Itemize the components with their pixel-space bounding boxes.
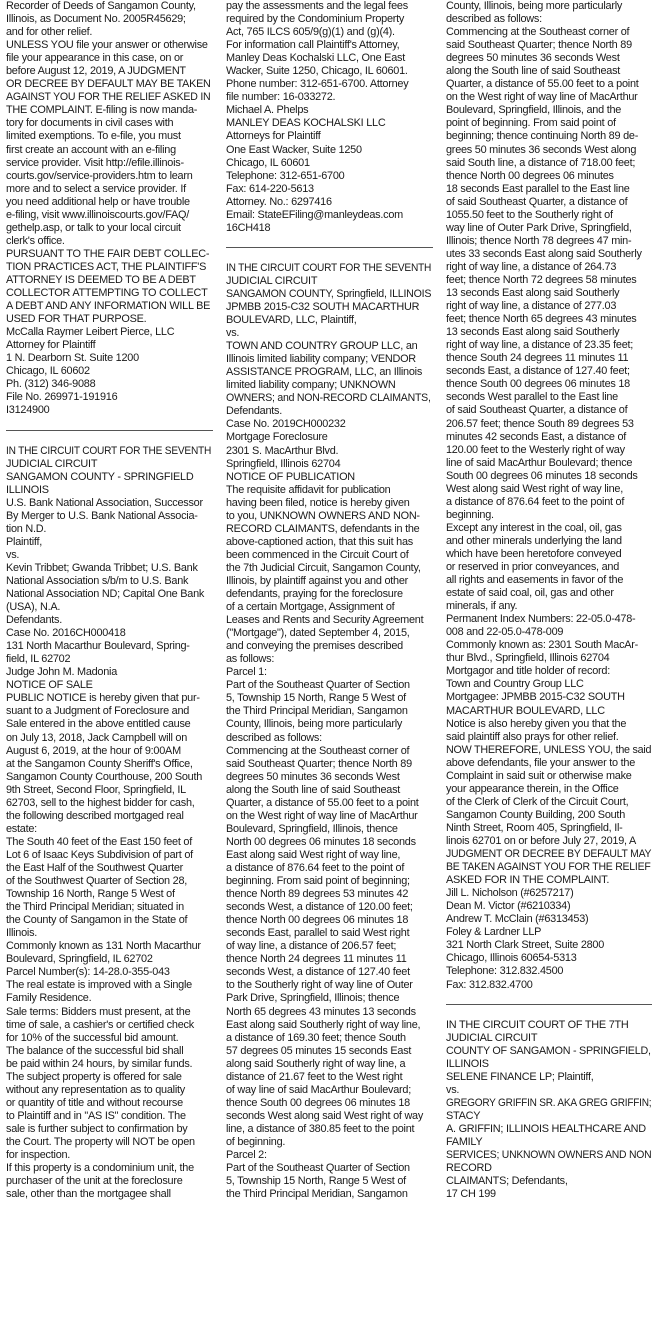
notice-text-line: National Association s/b/m to U.S. Bank <box>6 574 189 587</box>
notice-text-line: CLAIMANTS; Defendants, <box>446 1175 568 1188</box>
notice-text-line: 18 seconds East parallel to the East line <box>446 182 630 195</box>
notice-text-line: said Southeast Quarter; thence North 89 <box>226 757 412 770</box>
notice-text-line: Michael A. Phelps <box>226 104 309 117</box>
notice-text-line: along the South line of said Southeast <box>446 65 621 78</box>
notice-text-line: East along said West right of way line, <box>226 848 401 861</box>
notice-text-line: 5, Township 15 North, Range 5 West of <box>226 1175 406 1188</box>
notice-text-line: Kevin Tribbet; Gwanda Tribbet; U.S. Bank <box>6 561 198 574</box>
notice-text-line: minerals, if any. <box>446 600 518 613</box>
notice-text-line: JUDICIAL CIRCUIT <box>226 274 318 287</box>
notice-text-line: Act, 765 ILCS 605/9(g)(1) and (g)(4). <box>226 26 395 39</box>
notice-text-line: TION PRACTICES ACT, THE PLAINTIFF'S <box>6 260 207 273</box>
notice-text-line: and other minerals underlying the land <box>446 534 622 547</box>
notice-text-line: 16CH418 <box>226 221 271 234</box>
notice-text-line: Illinois limited liability company; VENDOR <box>226 353 416 366</box>
notice-text-line: 13 seconds East along said Southerly <box>446 326 620 339</box>
notice-text-line: National Association ND; Capital One Bank <box>6 588 205 601</box>
notice-text-line: MANLEY DEAS KOCHALSKI LLC <box>226 117 386 130</box>
notice-text-line: The subject property is offered for sale <box>6 1070 182 1083</box>
notice-text-line: JUDICIAL CIRCUIT <box>446 1031 538 1044</box>
notice-text-line: Family Residence. <box>6 992 92 1005</box>
notice-text-line: IN THE CIRCUIT COURT OF THE 7TH <box>446 1018 629 1031</box>
notice-text-line: which have been heretofore conveyed <box>446 547 622 560</box>
notice-text-line: One East Wacker, Suite 1250 <box>226 143 362 156</box>
notice-text-line: Defendants. <box>226 405 283 418</box>
notice-text-line: IN THE CIRCUIT COURT FOR THE SEVENTH <box>6 444 212 457</box>
notice-text-line: said Southeast Quarter; thence North 89 <box>446 39 632 52</box>
notice-text-line: GREGORY GRIFFIN SR. AKA GREG GRIFFIN; <box>446 1096 652 1109</box>
notice-text-line: Email: StateEFiling@manleydeas.com <box>226 208 403 221</box>
notice-text-line: Township 16 North, Range 5 West of <box>6 888 175 901</box>
notice-text-line: ATTORNEY IS DEEMED TO BE A DEBT <box>6 273 196 286</box>
notice-text-line: required by the Condominium Property <box>226 13 405 26</box>
notice-text-line: you need additional help or have trouble <box>6 195 190 208</box>
notice-text-line: The requisite affidavit for publication <box>226 483 391 496</box>
notice-text-line: NOTICE OF SALE <box>6 679 93 692</box>
notice-text-line: Parcel 2: <box>226 1149 267 1162</box>
notice-text-line: BOULEVARD, LLC, Plaintiff, <box>226 314 357 327</box>
notice-text-line: seconds West, a distance of 127.40 feet <box>226 966 410 979</box>
notice-text-line: seconds West along said West right of way <box>226 1109 424 1122</box>
notice-text-line: field, IL 62702 <box>6 653 71 666</box>
notice-text-line: at the Sangamon County Sheriff's Office, <box>6 757 193 770</box>
notice-text-line: of way line of said MacArthur Boulevard; <box>226 1083 412 1096</box>
notice-text-line: thence North 00 degrees 06 minutes <box>446 169 614 182</box>
notice-text-line: County, Illinois, being more particularly <box>446 0 623 12</box>
notice-text-line: all rights and easements in favor of the <box>446 574 624 587</box>
notice-text-line: feet; thence North 72 degrees 58 minutes <box>446 273 637 286</box>
notice-text-line: File No. 269971-191916 <box>6 391 118 404</box>
notice-text-line: right of way line, a distance of 23.35 feet; <box>446 339 634 352</box>
notice-text-line: described as follows: <box>226 731 322 744</box>
notice-text-line: of the Clerk of Clerk of the Circuit Court, <box>446 795 629 808</box>
notice-text-line: beginning; thence continuing North 89 de- <box>446 130 639 143</box>
notice-text-line: RECORD <box>446 1162 492 1175</box>
notice-text-line: thence South 00 degrees 06 minutes 18 <box>226 1096 410 1109</box>
notice-text-line: line, a distance of 380.85 feet to the point <box>226 1122 415 1135</box>
notice-text-line: UNLESS YOU file your answer or otherwise <box>6 39 208 52</box>
notice-text-line: August 6, 2019, at the hour of 9:00AM <box>6 744 181 757</box>
notice-text-line: having been filed, notice is hereby given <box>226 496 410 509</box>
notice-text-line: ILLINOIS <box>6 483 49 496</box>
notice-text-line: point of beginning. From said point of <box>446 117 616 130</box>
notice-text-line: of said Southeast Quarter, a distance of <box>446 195 628 208</box>
notice-divider <box>6 430 213 431</box>
notice-text-line: said plaintiff also prays for other relief. <box>446 730 619 743</box>
notice-text-line: to Plaintiff and in "AS IS" condition. The <box>6 1109 186 1122</box>
notice-text-line: along the South line of said Southeast <box>226 783 401 796</box>
notice-text-line: The real estate is improved with a Single <box>6 979 192 992</box>
notice-text-line: South 00 degrees 06 minutes 18 seconds <box>446 469 638 482</box>
notice-text-line: minutes 42 seconds East, a distance of <box>446 430 627 443</box>
notice-text-line: NOTICE OF PUBLICATION <box>226 470 355 483</box>
notice-text-line: Fax: 614-220-5613 <box>226 182 314 195</box>
notice-text-line: line of said MacArthur Boulevard; thence <box>446 456 633 469</box>
notice-text-line: seconds West, a distance of 120.00 feet; <box>226 901 413 914</box>
notice-text-line: Sale entered in the above entitled cause <box>6 718 191 731</box>
notice-text-line: Judge John M. Madonia <box>6 666 118 679</box>
notice-text-line: the Third Principal Meridian, Sangamon <box>226 705 408 718</box>
notice-text-line: to you, UNKNOWN OWNERS AND NON- <box>226 509 420 522</box>
notice-text-line: Sale terms: Bidders must present, at the <box>6 1005 191 1018</box>
notice-text-line: 120.00 feet to the Westerly right of way <box>446 443 625 456</box>
notice-text-line: Chicago, IL 60601 <box>226 156 310 169</box>
notice-text-line: For information call Plaintiff's Attorney, <box>226 39 400 52</box>
notice-text-line: SANGAMON COUNTY - SPRINGFIELD <box>6 470 194 483</box>
notice-text-line: thence North 89 degrees 53 minutes 42 <box>226 888 409 901</box>
notice-text-line: beginning. From said point of beginning; <box>226 875 410 888</box>
notice-text-line: Attorneys for Plaintiff <box>226 130 321 143</box>
notice-text-line: seconds East, parallel to said West right <box>226 927 410 940</box>
notice-text-line: If this property is a condominium unit, the <box>6 1162 194 1175</box>
notice-text-line: Andrew T. McClain (#6313453) <box>446 913 589 926</box>
notice-text-line: before August 12, 2019, A JUDGMENT <box>6 65 186 78</box>
notice-text-line: seconds West parallel to the East line <box>446 391 618 404</box>
notice-text-line: ILLINOIS <box>446 1057 489 1070</box>
notice-text-line: for inspection. <box>6 1149 71 1162</box>
notice-text-line: the Third Principal Meridian; situated in <box>6 901 184 914</box>
notice-text-line: a distance of 169.30 feet; thence South <box>226 1031 406 1044</box>
notice-text-line: 57 degrees 05 minutes 15 seconds East <box>226 1044 412 1057</box>
notice-text-line: 9th Street, Second Floor, Springfield, IL <box>6 783 186 796</box>
notice-text-line: Sangamon County Building, 200 South <box>446 808 626 821</box>
notice-text-line: on July 13, 2018, Jack Campbell will on <box>6 731 188 744</box>
notice-text-line: Part of the Southeast Quarter of Section <box>226 1162 410 1175</box>
notice-text-line: above defendants, file your answer to the <box>446 756 636 769</box>
notice-text-line: Telephone: 312.832.4500 <box>446 965 564 978</box>
notice-text-line: Commonly known as: 2301 South MacAr- <box>446 639 639 652</box>
notice-text-line: or reserved in prior conveyances, and <box>446 561 620 574</box>
notice-text-line: Quarter, a distance of 55.00 feet to a point <box>226 796 419 809</box>
notice-text-line: West along said West right of way line, <box>446 482 623 495</box>
notice-text-line: Chicago, Illinois 60654-5313 <box>446 952 577 965</box>
notice-text-line: I3124900 <box>6 404 50 417</box>
notice-text-line: of said Southeast Quarter, a distance of <box>446 404 628 417</box>
notice-text-line: East along said Southerly right of way line, <box>226 1018 421 1031</box>
notice-text-line: linois 62701 on or before July 27, 2019, A <box>446 835 637 847</box>
notice-divider <box>446 1004 652 1005</box>
notice-text-line: Parcel 1: <box>226 666 267 679</box>
notice-text-line: NOW THEREFORE, UNLESS YOU, the said <box>446 743 652 756</box>
notice-text-line: said South line, a distance of 718.00 feet; <box>446 156 636 169</box>
notice-text-line: 2301 S. MacArthur Blvd. <box>226 444 339 457</box>
notice-text-line: clerk's office. <box>6 234 65 247</box>
notice-text-line: a distance of 876.64 feet to the point of <box>446 495 625 508</box>
notice-text-line: along said Southerly right of way line, a <box>226 1057 406 1070</box>
notice-text-line: estate: <box>6 822 37 835</box>
notice-text-line: COUNTY OF SANGAMON - SPRINGFIELD, <box>446 1044 651 1057</box>
notice-text-line: the 7th Judicial Circuit, Sangamon County, <box>226 561 421 574</box>
notice-text-line: 13 seconds East along said Southerly <box>446 287 620 300</box>
notice-text-line: Park Drive, Springfield, Illinois; thence <box>226 992 400 1005</box>
notice-text-line: gethelp.asp, or talk to your local circuit <box>6 221 181 234</box>
notice-text-line: Ph. (312) 346-9088 <box>6 378 96 391</box>
notice-text-line: the Third Principal Meridian, Sangamon <box>226 1188 408 1201</box>
notice-text-line: Case No. 2019CH000232 <box>226 418 346 431</box>
notice-text-line: North 65 degrees 43 minutes 13 seconds <box>226 1005 416 1018</box>
notice-text-line: on the West right of way line of MacArthur <box>446 91 638 104</box>
notice-text-line: purchaser of the unit at the foreclosure <box>6 1175 183 1188</box>
notice-text-line: Notice is also hereby given you that the <box>446 717 627 730</box>
notice-text-line: Jill L. Nicholson (#6257217) <box>446 887 574 900</box>
notice-text-line: the Court. The property will NOT be open <box>6 1135 195 1148</box>
notice-text-line: of way line, a distance of 206.57 feet; <box>226 940 397 953</box>
notice-text-line: Foley & Lardner LLP <box>446 926 542 939</box>
notice-text-line: e-filing, visit www.illinoiscourts.gov/FAQ/ <box>6 208 190 221</box>
notice-text-line: way line of Outer Park Drive, Springfield, <box>446 221 632 234</box>
notice-text-line: SERVICES; UNKNOWN OWNERS AND NON <box>446 1149 652 1162</box>
notice-text-line: Fax: 312.832.4700 <box>446 978 533 991</box>
notice-text-line: Permanent Index Numbers: 22-05.0-478- <box>446 613 636 626</box>
notice-text-line: 321 North Clark Street, Suite 2800 <box>446 939 605 952</box>
notice-text-line: Springfield, Illinois 62704 <box>226 457 341 470</box>
notice-text-line: TOWN AND COUNTRY GROUP LLC, an <box>226 340 418 353</box>
notice-text-line: SELENE FINANCE LP; Plaintiff, <box>446 1070 594 1083</box>
notice-text-line: SANGAMON COUNTY, Springfield, ILLINOIS <box>226 287 432 300</box>
notice-text-line: to the Southerly right of way line of Outer <box>226 979 413 992</box>
notice-text-line: as follows: <box>226 653 275 666</box>
notice-text-line: pay the assessments and the legal fees <box>226 0 408 12</box>
notice-text-line: Mortgagee: JPMBB 2015-C32 SOUTH <box>446 691 625 704</box>
notice-text-line: Dean M. Victor (#6210334) <box>446 900 571 913</box>
notice-text-line: ("Mortgage"), dated September 4, 2015, <box>226 627 410 640</box>
column-1 <box>6 0 213 1344</box>
notice-text-line: the County of Sangamon in the State of <box>6 914 188 927</box>
notice-text-line: JUDICIAL CIRCUIT <box>6 457 98 470</box>
notice-text-line: thence North 24 degrees 11 minutes 11 <box>226 953 407 966</box>
notice-text-line: described as follows: <box>446 13 542 26</box>
notice-text-line: USED FOR THAT PURPOSE. <box>6 313 147 326</box>
notice-text-line: Attorney. No.: 6297416 <box>226 195 332 208</box>
notice-text-line: right of way line, a distance of 264.73 <box>446 260 617 273</box>
notice-text-line: limited exemptions. To e-file, you must <box>6 130 181 143</box>
notice-text-line: A. GRIFFIN; ILLINOIS HEALTHCARE AND <box>446 1122 646 1135</box>
notice-text-line: and conveying the premises described <box>226 640 403 653</box>
notice-text-line: 5, Township 15 North, Range 5 West of <box>226 692 406 705</box>
notice-text-line: IN THE CIRCUIT COURT FOR THE SEVENTH <box>226 261 432 274</box>
notice-text-line: of the Southwest Quarter of Section 28, <box>6 875 188 888</box>
notice-text-line: been commenced in the Circuit Court of <box>226 548 409 561</box>
notice-text-line: vs. <box>6 548 20 561</box>
notice-text-line: JPMBB 2015-C32 SOUTH MACARTHUR <box>226 300 420 313</box>
notice-text-line: Defendants. <box>6 614 63 627</box>
notice-text-line: first create an account with an e-filing <box>6 143 176 156</box>
notice-text-line: Attorney for Plaintiff <box>6 339 96 352</box>
notice-text-line: Mortgage Foreclosure <box>226 431 328 444</box>
notice-text-line: ASSISTANCE PROGRAM, LLC, an Illinois <box>226 366 423 379</box>
notice-text-line: and for other relief. <box>6 26 93 39</box>
notice-text-line: suant to a Judgment of Foreclosure and <box>6 705 190 718</box>
notice-text-line: estate of said coal, oil, gas and other <box>446 587 614 600</box>
notice-text-line: BE TAKEN AGAINST YOU FOR THE RELIEF <box>446 861 651 874</box>
notice-text-line: AGAINST YOU FOR THE RELIEF ASKED IN <box>6 91 211 104</box>
notice-text-line: 131 North Macarthur Boulevard, Spring- <box>6 640 190 653</box>
notice-text-line: the East Half of the Southwest Quarter <box>6 862 184 874</box>
notice-text-line: thence North 00 degrees 06 minutes 18 <box>226 914 409 927</box>
notice-text-line: Complaint in said suit or otherwise make <box>446 769 632 782</box>
notice-text-line: Chicago, IL 60602 <box>6 365 90 378</box>
notice-text-line: Leases and Rents and Security Agreement <box>226 614 424 627</box>
notice-text-line: thur Blvd., Springfield, Illinois 62704 <box>446 652 610 665</box>
notice-text-line: ASKED FOR IN THE COMPLAINT. <box>446 874 610 887</box>
notice-text-line: time of sale, a cashier's or certified check <box>6 1018 194 1031</box>
notice-text-line: the following described mortgaged real <box>6 809 184 822</box>
notice-text-line: Illinois. <box>6 927 38 940</box>
notice-text-line: Boulevard, Springfield, Illinois, and the <box>446 104 622 117</box>
notice-text-line: U.S. Bank National Association, Successor <box>6 496 203 509</box>
notice-text-line: file number: 16-033272. <box>226 91 336 104</box>
notice-text-line: or quantity of title and without recourse <box>6 1096 183 1109</box>
notice-text-line: Phone number: 312-651-6700. Attorney <box>226 78 409 91</box>
notice-text-line: Manley Deas Kochalski LLC, One East <box>226 52 405 65</box>
notice-text-line: 17 CH 199 <box>446 1188 496 1201</box>
notice-text-line: grees 50 minutes 36 seconds West along <box>446 143 637 156</box>
notice-text-line: seconds East, a distance of 127.40 feet; <box>446 365 630 378</box>
notice-text-line: OWNERS; and NON-RECORD CLAIMANTS, <box>226 392 431 405</box>
notice-text-line: STACY <box>446 1109 481 1122</box>
notice-text-line: Town and Country Group LLC <box>446 678 584 691</box>
notice-text-line: PUBLIC NOTICE is hereby given that pur- <box>6 692 200 705</box>
notice-text-line: 62703, sell to the highest bidder for cash, <box>6 796 195 809</box>
notice-text-line: distance of 21.67 feet to the West right <box>226 1070 403 1083</box>
notice-text-line: right of way line, a distance of 277.03 <box>446 300 617 313</box>
notice-text-line: Ninth Street, Room 405, Springfield, Il- <box>446 821 623 834</box>
notice-text-line: RECORD CLAIMANTS, defendants in the <box>226 522 420 535</box>
notice-text-line: Commonly known as 131 North Macarthur <box>6 940 201 953</box>
notice-text-line: 1055.50 feet to the Southerly right of <box>446 208 613 221</box>
notice-text-line: be paid within 24 hours, by similar funds. <box>6 1057 193 1070</box>
notice-text-line: THE COMPLAINT. E-filing is now manda- <box>6 104 198 117</box>
column-2 <box>226 0 433 1344</box>
notice-text-line: Except any interest in the coal, oil, gas <box>446 521 622 534</box>
notice-text-line: tion N.D. <box>6 522 47 535</box>
notice-text-line: Illinois; thence North 78 degrees 47 min- <box>446 234 632 247</box>
notice-text-line: North 00 degrees 06 minutes 18 seconds <box>226 835 416 848</box>
notice-text-line: A DEBT AND ANY INFORMATION WILL BE <box>6 300 211 313</box>
notice-text-line: Mortgagor and title holder of record: <box>446 665 610 678</box>
notice-text-line: COLLECTOR ATTEMPTING TO COLLECT <box>6 287 208 300</box>
notice-text-line: 008 and 22-05.0-478-009 <box>446 626 564 639</box>
notice-text-line: The South 40 feet of the East 150 feet of <box>6 835 193 848</box>
notice-text-line: Commencing at the Southeast corner of <box>446 26 630 39</box>
notice-text-line: Commencing at the Southeast corner of <box>226 744 410 757</box>
notice-text-line: JUDGMENT OR DECREE BY DEFAULT MAY <box>446 848 652 861</box>
notice-text-line: degrees 50 minutes 36 seconds West <box>226 770 400 783</box>
notice-divider <box>226 247 433 248</box>
notice-text-line: file your appearance in this case, on or <box>6 52 184 65</box>
notice-text-line: without any representation as to quality <box>6 1083 185 1096</box>
notice-text-line: Plaintiff, <box>6 535 43 548</box>
notice-text-line: Illinois, as Document No. 2005R45629; <box>6 13 186 26</box>
notice-text-line: McCalla Raymer Leibert Pierce, LLC <box>6 326 175 339</box>
notice-text-line: Part of the Southeast Quarter of Section <box>226 679 410 692</box>
notice-text-line: Wacker, Suite 1250, Chicago, IL 60601. <box>226 65 408 78</box>
notice-text-line: thence South 00 degrees 06 minutes 18 <box>446 378 630 391</box>
notice-text-line: By Merger to U.S. Bank National Associa- <box>6 509 198 522</box>
notice-text-line: more and to select a service provider. If <box>6 182 186 195</box>
notice-text-line: service provider. Visit http://efile.illinois- <box>6 156 184 169</box>
notice-text-line: Sangamon County Courthouse, 200 South <box>6 770 203 783</box>
notice-text-line: thence South 24 degrees 11 minutes 11 <box>446 352 629 365</box>
notice-text-line: County, Illinois, being more particularly <box>226 718 403 731</box>
notice-text-line: The balance of the successful bid shall <box>6 1044 184 1057</box>
notice-text-line: of a certain Mortgage, Assignment of <box>226 601 395 614</box>
notice-text-line: beginning. <box>446 508 494 521</box>
notice-text-line: Telephone: 312-651-6700 <box>226 169 345 182</box>
notice-text-line: a distance of 876.64 feet to the point of <box>226 862 405 874</box>
notice-text-line: vs. <box>446 1083 460 1096</box>
notice-text-line: above-captioned action, that this suit has <box>226 535 413 548</box>
notice-text-line: Case No. 2016CH000418 <box>6 627 126 640</box>
notice-text-line: courts.gov/service-providers.htm to learn <box>6 169 193 182</box>
notice-text-line: FAMILY <box>446 1135 483 1148</box>
notice-text-line: Boulevard, Springfield, IL 62702 <box>6 953 153 966</box>
notice-text-line: sale is further subject to confirmation by <box>6 1122 188 1135</box>
notice-text-line: your appearance therein, in the Office <box>446 782 619 795</box>
notice-text-line: MACARTHUR BOULEVARD, LLC <box>446 704 605 717</box>
notice-text-line: limited liability company; UNKNOWN <box>226 379 396 392</box>
notice-text-line: 1 N. Dearborn St. Suite 1200 <box>6 352 139 365</box>
notice-text-line: tory for documents in civil cases with <box>6 117 174 130</box>
notice-text-line: Parcel Number(s): 14-28.0-355-043 <box>6 966 170 979</box>
notice-text-line: Boulevard, Springfield, Illinois, thence <box>226 822 398 835</box>
notice-text-line: vs. <box>226 327 240 340</box>
notice-text-line: for 10% of the successful bid amount. <box>6 1031 179 1044</box>
notice-text-line: 206.57 feet; thence South 89 degrees 53 <box>446 417 634 430</box>
notice-text-line: OR DECREE BY DEFAULT MAY BE TAKEN <box>6 78 211 91</box>
notice-text-line: sale, other than the mortgagee shall <box>6 1188 171 1201</box>
column-3 <box>446 0 652 1344</box>
notice-text-line: (USA), N.A. <box>6 601 61 614</box>
notice-text-line: PURSUANT TO THE FAIR DEBT COLLEC- <box>6 247 210 260</box>
notice-text-line: of beginning. <box>226 1135 286 1148</box>
notice-text-line: utes 33 seconds East along said Southerly <box>446 247 642 260</box>
notice-text-line: on the West right of way line of MacArthur <box>226 809 418 822</box>
notice-text-line: Quarter, a distance of 55.00 feet to a point <box>446 78 639 91</box>
notice-text-line: defendants, praying for the foreclosure <box>226 588 403 601</box>
notice-text-line: Illinois, by plaintiff against you and other <box>226 574 409 587</box>
notice-text-line: Lot 6 of Isaac Keys Subdivision of part of <box>6 848 193 861</box>
notice-text-line: feet; thence North 65 degrees 43 minutes <box>446 313 637 326</box>
notice-text-line: Recorder of Deeds of Sangamon County, <box>6 0 196 12</box>
notice-text-line: degrees 50 minutes 36 seconds West <box>446 52 620 65</box>
